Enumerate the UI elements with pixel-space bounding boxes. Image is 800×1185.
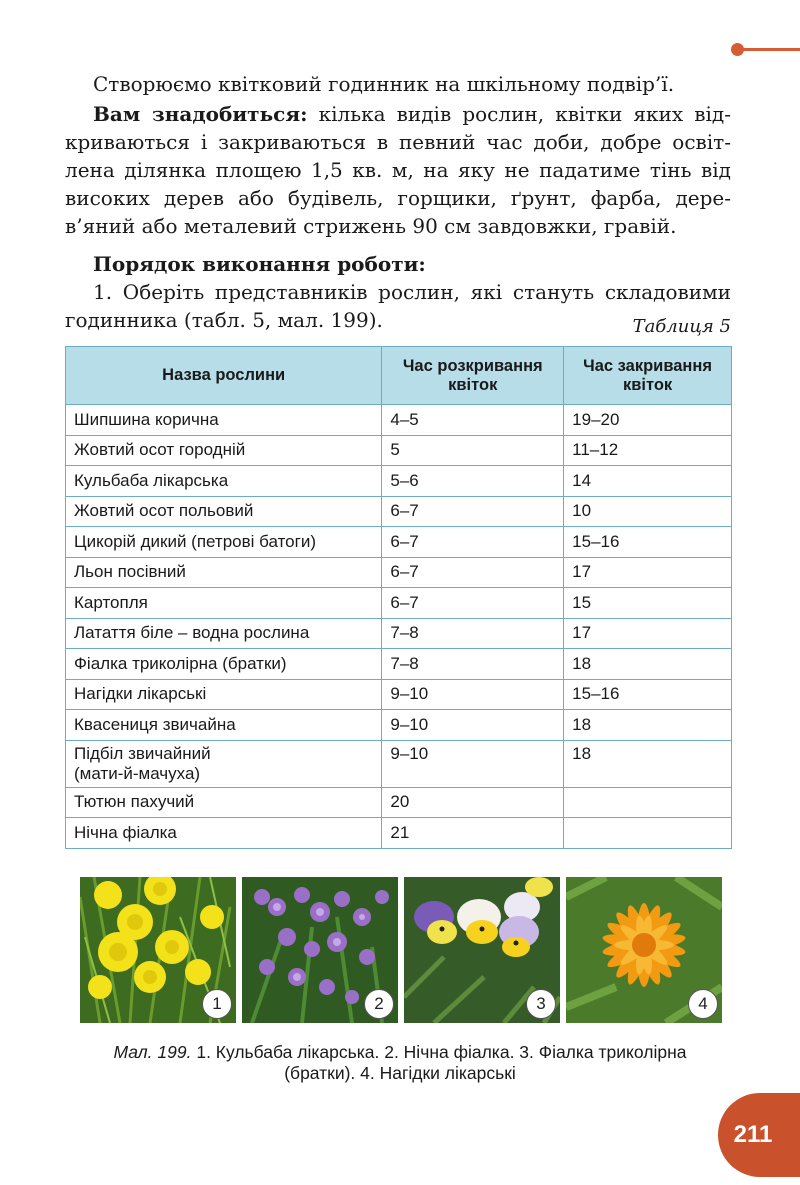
photo-number-badge: 3: [526, 989, 556, 1019]
table-row: [66, 740, 732, 787]
closing-time: [564, 787, 732, 818]
plant-name: Латаття біле – водна рослина: [66, 618, 382, 649]
closing-time: 18: [564, 740, 732, 787]
table-row: [66, 649, 732, 680]
closing-time: 18: [564, 649, 732, 680]
plant-name: Фіалка триколірна (братки): [66, 649, 382, 680]
opening-time: 21: [382, 818, 564, 849]
decorative-dot: [731, 43, 744, 56]
closing-time: 15: [564, 588, 732, 619]
step-1-line-2: годинника (табл. 5, мал. 199).: [65, 308, 383, 332]
table-row: [66, 618, 732, 649]
opening-time: 20: [382, 787, 564, 818]
needs-line-3: лена ділянка площею 1,5 кв. м, на яку не падатиме тінь від: [65, 158, 731, 182]
table-row: [66, 466, 732, 497]
calendula-photo: [566, 877, 722, 1023]
figure-caption: [60, 1042, 740, 1084]
plant-name: Нагідки лікарські: [66, 679, 382, 710]
opening-time: 9–10: [382, 710, 564, 741]
opening-time: 9–10: [382, 679, 564, 710]
plant-name-line-2: (мати-й-мачуха): [74, 763, 201, 783]
closing-time: 14: [564, 466, 732, 497]
closing-time: 18: [564, 710, 732, 741]
opening-time: 6–7: [382, 496, 564, 527]
needs-paragraph: [65, 100, 731, 128]
table-row: [66, 405, 732, 436]
plant-name: Льон посівний: [66, 557, 382, 588]
opening-time: 9–10: [382, 740, 564, 787]
header-closing-time: Час закривання квіток: [564, 347, 732, 405]
closing-time: [564, 818, 732, 849]
plant-name: Кульбаба лікарська: [66, 466, 382, 497]
opening-time: 6–7: [382, 527, 564, 558]
opening-time: 7–8: [382, 618, 564, 649]
plant-name: Жовтий осот городній: [66, 435, 382, 466]
step-1-line-1: 1. Оберіть представників рослин, які стануть складовими: [93, 280, 731, 304]
opening-time: 6–7: [382, 557, 564, 588]
table-row: [66, 818, 732, 849]
closing-time: 10: [564, 496, 732, 527]
table-row: [66, 496, 732, 527]
table-row: [66, 527, 732, 558]
figure-caption-text: 1. Кульбаба лікарська. 2. Нічна фіалка. 3. Фіалка триколірна: [191, 1042, 687, 1062]
plant-name: Шипшина корична: [66, 405, 382, 436]
night-violet-photo: [242, 877, 398, 1023]
header-opening-time: Час розкривання квіток: [382, 347, 564, 405]
decorative-line: [740, 48, 800, 51]
needs-label: Вам знадобиться:: [93, 102, 308, 126]
needs-line-5: в’яний або металевий стрижень 90 см завдовжки, гравій.: [65, 214, 677, 238]
opening-time: 4–5: [382, 405, 564, 436]
table-row: [66, 557, 732, 588]
procedure-heading: Порядок виконання роботи:: [93, 252, 426, 276]
closing-time: 15–16: [564, 527, 732, 558]
figure-199-photos: [80, 877, 722, 1023]
body-text: [65, 70, 731, 334]
table-row: [66, 679, 732, 710]
plant-name: Нічна фіалка: [66, 818, 382, 849]
opening-time: 5: [382, 435, 564, 466]
photo-number-badge: 1: [202, 989, 232, 1019]
plant-name: Цикорій дикий (петрові батоги): [66, 527, 382, 558]
opening-time: 7–8: [382, 649, 564, 680]
header-plant-name: Назва рослини: [66, 347, 382, 405]
opening-time: 5–6: [382, 466, 564, 497]
table-row: [66, 435, 732, 466]
figure-label: Мал. 199.: [113, 1042, 192, 1062]
table-row: [66, 787, 732, 818]
needs-text: кілька видів рослин, квітки яких від-: [307, 102, 731, 126]
table-caption: Таблиця 5: [632, 316, 731, 337]
closing-time: 17: [564, 618, 732, 649]
page-number-tab: [718, 1093, 800, 1177]
table-row: [66, 588, 732, 619]
table-header-row: [66, 347, 732, 405]
pansy-photo: [404, 877, 560, 1023]
opening-time: 6–7: [382, 588, 564, 619]
closing-time: 15–16: [564, 679, 732, 710]
intro-line: Створюємо квітковий годинник на шкільному подвір’ї.: [93, 72, 675, 96]
closing-time: 17: [564, 557, 732, 588]
photo-number-badge: 4: [688, 989, 718, 1019]
table-row: [66, 710, 732, 741]
plant-name: [66, 740, 382, 787]
photo-number-badge: 2: [364, 989, 394, 1019]
figure-caption-line-2: (братки). 4. Нагідки лікарські: [284, 1063, 516, 1083]
plant-name: Жовтий осот польовий: [66, 496, 382, 527]
closing-time: 19–20: [564, 405, 732, 436]
plant-schedule-table: [65, 346, 732, 849]
needs-line-2: криваються і закриваються в певний час доби, добре освіт-: [65, 130, 731, 154]
dandelion-photo: [80, 877, 236, 1023]
plant-name: Тютюн пахучий: [66, 787, 382, 818]
plant-name: Квасениця звичайна: [66, 710, 382, 741]
needs-line-4: високих дерев або будівель, горщики, ґрунт, фарба, дере-: [65, 186, 731, 210]
closing-time: 11–12: [564, 435, 732, 466]
plant-name: Картопля: [66, 588, 382, 619]
plant-name-line-1: Підбіл звичайний: [74, 743, 211, 763]
page-number: 211: [733, 1121, 773, 1148]
